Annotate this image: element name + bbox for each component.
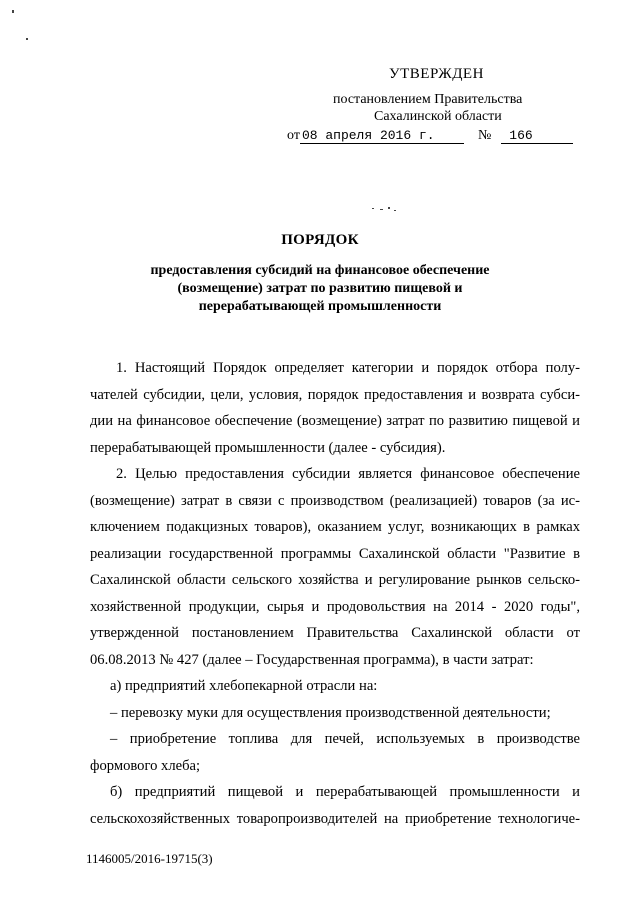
paragraph-line: Сахалинской области сельского хозяйства и регулирование рынков сельско- — [90, 572, 580, 588]
paragraph-line: утвержденной постановлением Правительства Сахалинской области от — [90, 625, 580, 641]
list-item-line: – перевозку муки для осуществления производственной деятельности; — [110, 704, 551, 721]
approved-heading: УТВЕРЖДЕН — [389, 66, 484, 82]
decree-date: 08 апреля 2016 г. — [300, 128, 464, 144]
scan-speck — [388, 207, 390, 209]
approved-by-region: Сахалинской области — [374, 109, 502, 124]
paragraph-line: 06.08.2013 № 427 (далее – Государственная программа), в части затрат: — [90, 651, 534, 668]
paragraph-line: 1. Настоящий Порядок определяет категории и порядок отбора полу- — [116, 360, 580, 376]
list-item-line: формового хлеба; — [90, 757, 201, 774]
document-body — [90, 355, 580, 832]
paragraph-line: ключением подакцизных товаров), оказанием услуг, возникающих в рамках — [90, 519, 580, 535]
decree-date-row — [287, 128, 573, 144]
paragraph-line: чателей субсидии, цели, условия, порядок предоставления и возврата субси- — [90, 386, 580, 403]
document-subtitle-line: предоставления субсидий на финансовое обеспечение — [150, 263, 490, 278]
paragraph-line: (возмещение) затрат в связи с производством (реализацией) товаров (за ис- — [90, 492, 580, 509]
date-prefix: от — [287, 128, 300, 143]
paragraph-line: реализации государственной программы Сахалинской области "Развитие в — [90, 545, 580, 562]
scan-speck — [394, 210, 396, 211]
list-item-line: – приобретение топлива для печей, используемых в производстве — [110, 731, 580, 747]
list-item-line: сельскохозяйственных товаропроизводителей на приобретение технологиче- — [90, 810, 580, 827]
scan-speck — [380, 209, 383, 210]
paragraph-line: хозяйственной продукции, сырья и продовольствия на 2014 - 2020 годы", — [90, 598, 580, 615]
document-subtitle-line: перерабатывающей промышленности — [198, 299, 442, 314]
scan-speck — [26, 38, 28, 40]
paragraph-line: дии на финансовое обеспечение (возмещение) затрат по развитию пищевой и — [90, 413, 580, 429]
decree-number: 166 — [501, 128, 573, 144]
list-item-line: б) предприятий пищевой и перерабатывающей промышленности и — [110, 784, 580, 800]
scan-speck — [12, 10, 14, 13]
document-subtitle-line: (возмещение) затрат по развитию пищевой и — [177, 281, 463, 296]
approved-by-line: постановлением Правительства — [333, 92, 523, 107]
scan-speck — [372, 208, 374, 209]
paragraph-line: перерабатывающей промышленности (далее - субсидия). — [90, 439, 446, 456]
list-item-line: а) предприятий хлебопекарной отрасли на: — [110, 678, 378, 694]
document-title: ПОРЯДОК — [281, 232, 359, 248]
number-sign: № — [477, 128, 492, 143]
paragraph-line: 2. Целью предоставления субсидии является финансовое обеспечение — [116, 466, 580, 482]
document-code: 1146005/2016-19715(3) — [86, 851, 213, 866]
